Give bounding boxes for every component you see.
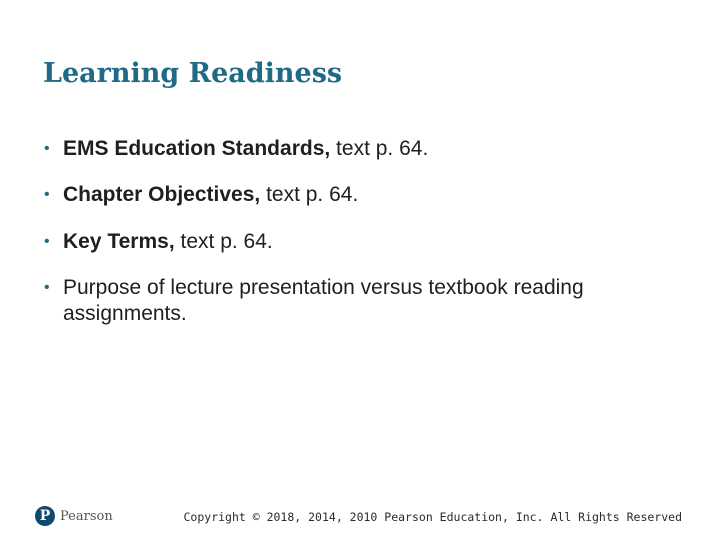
bullet-item xyxy=(44,275,684,328)
bullet-bold-text: Chapter Objectives, xyxy=(63,183,261,207)
pearson-logo-icon: P xyxy=(35,506,55,526)
bullet-icon: • xyxy=(44,140,50,157)
bullet-bold-text: Key Terms, xyxy=(63,229,175,253)
bullet-icon: • xyxy=(44,278,50,296)
bullet-bold-text: EMS Education Standards, xyxy=(63,137,331,160)
copyright-notice: Copyright © 2018, 2014, 2010 Pearson Education, Inc. All Rights Reserved xyxy=(183,510,682,524)
bullet-item xyxy=(44,182,684,208)
bullet-text: text p. 64. xyxy=(330,137,429,160)
bullet-item xyxy=(44,229,684,255)
bullet-text: text p. 64. xyxy=(260,183,359,207)
pearson-logo-text: Pearson xyxy=(60,508,113,524)
pearson-logo xyxy=(35,506,113,526)
bullet-item xyxy=(44,136,684,162)
bullet-text: Purpose of lecture presentation versus textbook reading assignments. xyxy=(63,275,584,325)
bullet-icon: • xyxy=(44,186,50,204)
bullet-text: text p. 64. xyxy=(174,229,273,253)
slide-title: Learning Readiness xyxy=(43,58,343,89)
bullet-list xyxy=(44,136,684,347)
bullet-icon: • xyxy=(44,232,50,250)
